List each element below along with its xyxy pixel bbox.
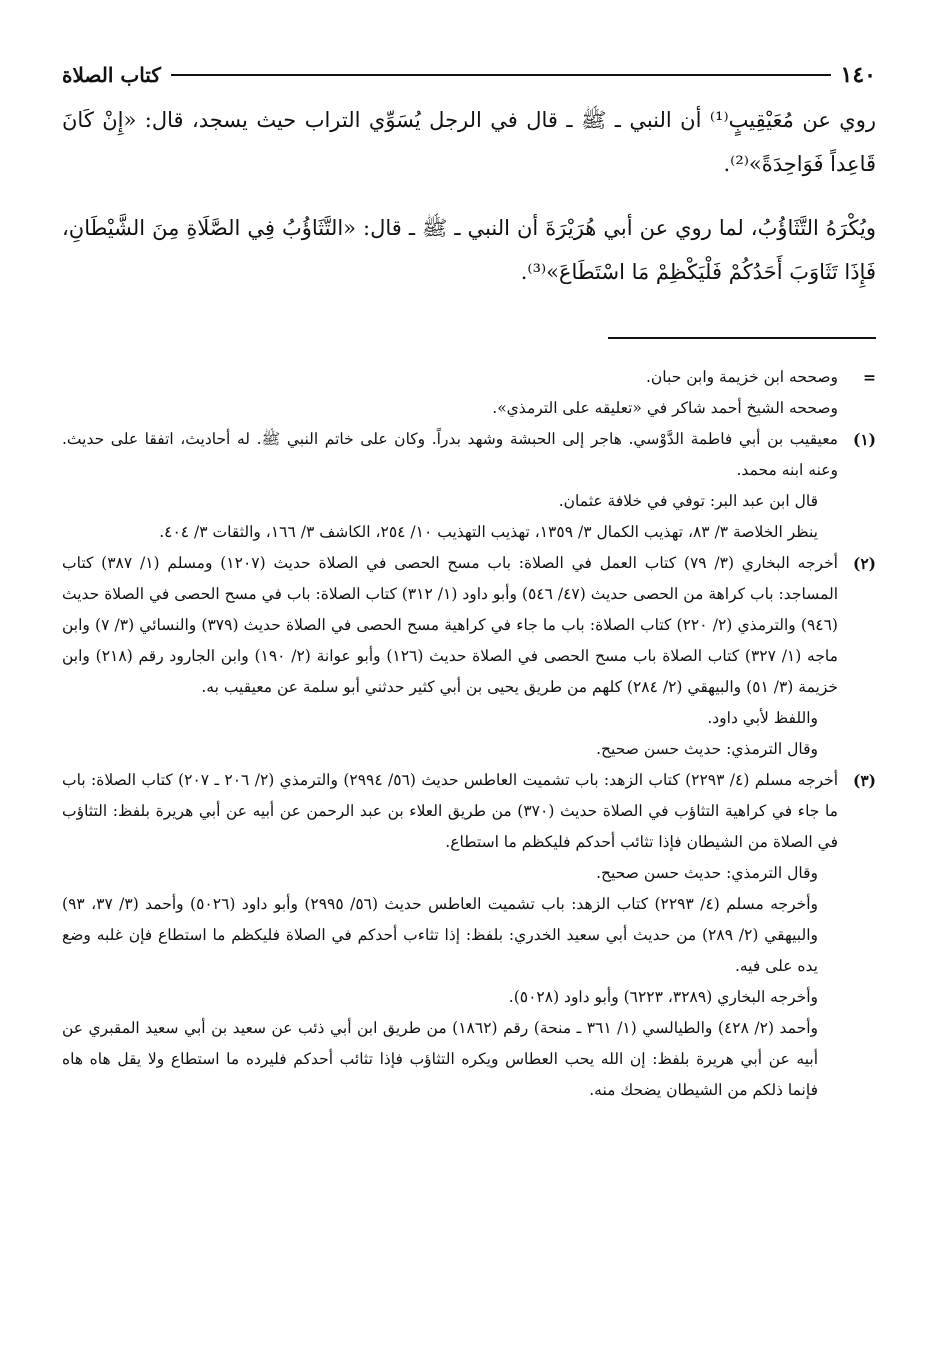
- book-title: كتاب الصلاة: [62, 63, 161, 87]
- footnote-subline: وأخرجه مسلم (٤/ ٢٢٩٣) كتاب الزهد: باب تشميت العاطس حديث (٥٦/ ٢٩٩٥) وأبو داود (٥٠٢٦) وأحمد (٣/ ٣٧، ٩٣) والبيهقي (٢/ ٢٨٩) من حديث أبي سعيد الخدري: بلفظ: إذا تثاءب أحدكم في الصلاة فليكظم ما استطاع فإن غلبه وضع يده على فيه.: [62, 895, 819, 975]
- footnote-subline: وأخرجه البخاري (٣٢٨٩، ٦٢٢٣) وأبو داود (٥٠٢٨).: [508, 988, 818, 1006]
- footnote-1: [62, 424, 876, 548]
- footnote-subline: ينظر الخلاصة ٣/ ٨٣، تهذيب الكمال ٣/ ١٣٥٩، تهذيب التهذيب ١٠/ ٢٥٤، الكاشف ٣/ ١٦٦، والثقات ٣/ ٤٠٤.: [159, 523, 818, 541]
- continuation-line: وصححه الشيخ أحمد شاكر في «تعليقه على الترمذي».: [492, 399, 838, 417]
- footnote-subline: وقال الترمذي: حديث حسن صحيح.: [596, 864, 818, 882]
- page-number: ١٤٠: [840, 62, 876, 88]
- page-header: [62, 58, 876, 92]
- footnote-number: (١): [852, 430, 876, 449]
- main-paragraph-1: روي عن مُعَيْقِيبٍ⁽¹⁾ أن النبي ـ ﷺ ـ قال في الرجل يُسَوِّي التراب حيث يسجد، قال: «إِنْ كَانَ قَاعِداً فَوَاحِدَةً»⁽²⁾.: [62, 108, 876, 176]
- continuation-line: وصححه ابن خزيمة وابن حبان.: [645, 368, 838, 386]
- footnote-text: أخرجه البخاري (٣/ ٧٩) كتاب العمل في الصلاة: باب مسح الحصى في الصلاة حديث (١٢٠٧) ومسلم (١/ ٣٨٧) كتاب المساجد: باب كراهة من الحصى حديث (٤٧/ ٥٤٦) وأبو داود (١/ ٣١٢) كتاب الصلاة: باب في مسح الحصى في الصلاة حديث (٩٤٦) والترمذي (٢/ ٢٢٠) كتاب الصلاة: باب ما جاء في كراهية مسح الحصى في الصلاة حديث (٣٧٩) والنسائي (٣/ ٧) وابن ماجه (١/ ٣٢٧) كتاب الصلاة باب مسح الحصى في الصلاة حديث (١٢٦) وأبو عوانة (٢/ ١٩٠) وابن الجارود رقم (٢١٨) وابن خزيمة (٣/ ٥١) والبيهقي (٢/ ٢٨٤) كلهم من طريق يحيى بن أبي كثير حدثني أبو سلمة عن معيقيب به.: [62, 554, 839, 696]
- footnote-subline: قال ابن عبد البر: توفي في خلافة عثمان.: [558, 492, 818, 510]
- footnotes: [62, 362, 876, 1106]
- footnote-subline: وأحمد (٢/ ٤٢٨) والطيالسي (١/ ٣٦١ ـ منحة) رقم (١٨٦٢) من طريق ابن أبي ذئب عن سعيد بن أبي سعيد المقبري عن أبيه عن أبي هريرة بلفظ: إن الله يحب العطاس ويكره التثاؤب فإذا تثائب أحدكم فليرده ما استطاع ولا يقل هاه هاه فإنما ذلكم من الشيطان يضحك منه.: [62, 1019, 819, 1099]
- footnote-3: [62, 765, 876, 1106]
- main-text: [62, 98, 876, 294]
- footnote-separator: [608, 337, 876, 339]
- footnote-subline: واللفظ لأبي داود.: [707, 709, 818, 727]
- footnote-number: (٣): [852, 771, 876, 790]
- footnote-subline: وقال الترمذي: حديث حسن صحيح.: [596, 740, 818, 758]
- footnote-2: [62, 548, 876, 765]
- header-rule: [171, 74, 831, 76]
- main-paragraph-2: ويُكْرَهُ التَّثَاؤُبُ، لما روي عن أبي هُرَيْرَةَ أن النبي ـ ﷺ ـ قال: «التَّثَاؤُبُ فِي الصَّلَاةِ مِنَ الشَّيْطَانِ، فَإِذَا تَثَاوَبَ أَحَدُكُمْ فَلْيَكْظِمْ مَا اسْتَطَاعَ»⁽³⁾.: [62, 216, 876, 284]
- continuation-marker: =: [863, 368, 876, 387]
- footnote-text: أخرجه مسلم (٤/ ٢٢٩٣) كتاب الزهد: باب تشميت العاطس حديث (٥٦/ ٢٩٩٤) والترمذي (٢/ ٢٠٦ ـ ٢٠٧) كتاب الصلاة: باب ما جاء في كراهية التثاؤب في الصلاة حديث (٣٧٠) من طريق العلاء بن عبد الرحمن عن أبيه عن أبي هريرة بلفظ: التثاؤب في الصلاة من الشيطان فإذا تثائب أحدكم فليكظم ما استطاع.: [62, 771, 839, 851]
- footnote-continuation: [62, 362, 876, 424]
- footnote-text: معيقيب بن أبي فاطمة الدَّوْسي. هاجر إلى الحبشة وشهد بدراً. وكان على خاتم النبي ﷺ. له أحاديث، اتفقا على حديث. وعنه ابنه محمد.: [62, 430, 838, 479]
- footnote-number: (٢): [852, 554, 876, 573]
